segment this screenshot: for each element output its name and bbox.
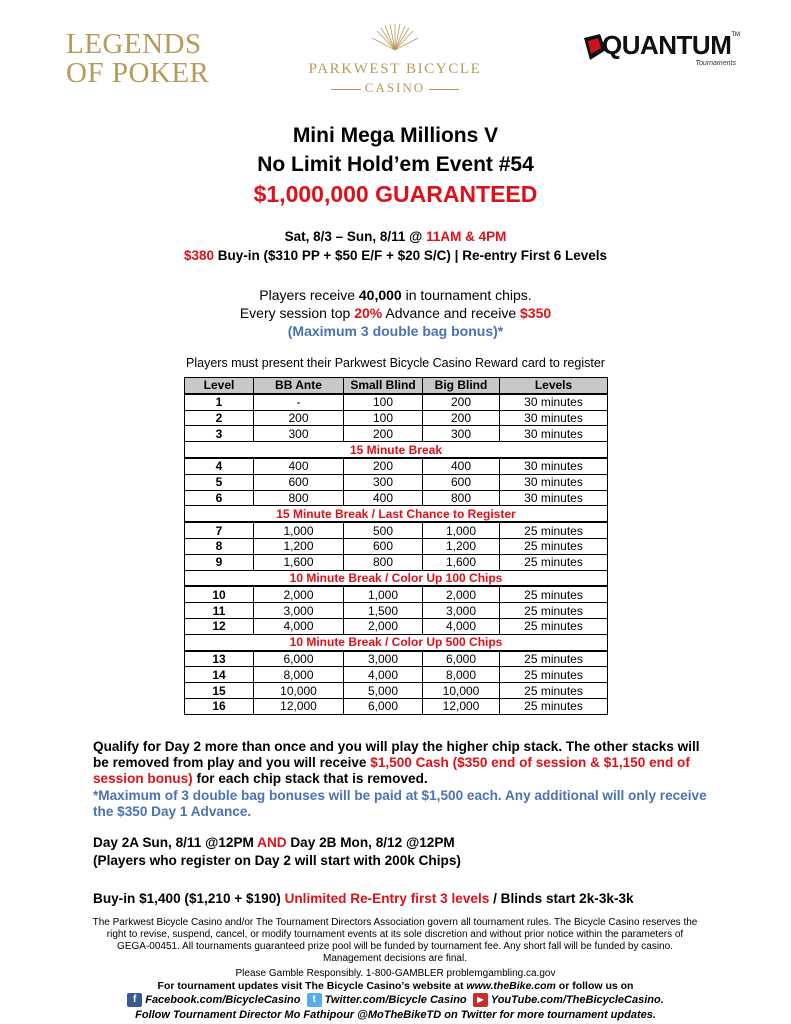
logo-center-line2: CASINO xyxy=(364,80,426,95)
ante-cell: 400 xyxy=(254,458,344,474)
level-row xyxy=(185,490,608,506)
big-blind-cell: 3,000 xyxy=(423,603,500,619)
quantum-tournaments-logo xyxy=(582,28,742,70)
big-blind-cell: 10,000 xyxy=(423,683,500,699)
duration-cell: 25 minutes xyxy=(500,538,608,554)
event-title: Mini Mega Millions V xyxy=(292,124,499,147)
sunburst-icon xyxy=(370,22,420,52)
level-cell: 11 xyxy=(185,603,254,619)
ante-cell: 600 xyxy=(254,474,344,490)
big-blind-cell: 400 xyxy=(423,458,500,474)
level-cell: 5 xyxy=(185,474,254,490)
chips-line: Players receive 40,000 in tournament chips. xyxy=(259,287,532,303)
legends-of-poker-logo xyxy=(66,30,221,88)
cash-bonus: $1,500 Cash ($350 end of session & $1,150 end of session bonus) xyxy=(93,755,690,786)
guarantee-heading: $1,000,000 GUARANTEED xyxy=(253,181,538,207)
big-blind-cell: 300 xyxy=(423,426,500,442)
big-blind-cell: 1,200 xyxy=(423,538,500,554)
duration-cell: 25 minutes xyxy=(500,651,608,667)
ante-cell: 300 xyxy=(254,426,344,442)
small-blind-cell: 100 xyxy=(344,394,423,410)
duration-cell: 25 minutes xyxy=(500,618,608,634)
big-blind-cell: 4,000 xyxy=(423,618,500,634)
level-cell: 16 xyxy=(185,698,254,714)
advance-percent: 20% xyxy=(354,305,383,321)
ante-cell: 1,000 xyxy=(254,522,344,538)
youtube-link[interactable]: YouTube.com/TheBicycleCasino. xyxy=(490,993,664,1006)
ante-cell: 6,000 xyxy=(254,651,344,667)
break-label: 15 Minute Break xyxy=(185,442,608,458)
level-row xyxy=(185,426,608,442)
updates-line: For tournament updates visit The Bicycle Casino’s website at www.theBike.com or follow us on xyxy=(157,980,634,992)
event-subtitle: No Limit Hold’em Event #54 xyxy=(257,153,534,176)
advance-amount: $350 xyxy=(520,305,552,321)
level-cell: 4 xyxy=(185,458,254,474)
schedule-line xyxy=(0,229,791,244)
big-blind-cell: 2,000 xyxy=(423,586,500,602)
level-row xyxy=(185,554,608,570)
level-row xyxy=(185,586,608,602)
ante-cell: 2,000 xyxy=(254,586,344,602)
break-label: 10 Minute Break / Color Up 100 Chips xyxy=(185,570,608,586)
column-header: Level xyxy=(185,378,254,394)
twitter-link[interactable]: Twitter.com/Bicycle Casino xyxy=(324,993,467,1006)
register-note: Players must present their Parkwest Bicycle Casino Reward card to register xyxy=(186,356,605,370)
day2-dates: Day 2A Sun, 8/11 @12PM AND Day 2B Mon, 8/12 @12PM xyxy=(93,835,455,850)
big-blind-cell: 200 xyxy=(423,394,500,410)
big-blind-cell: 200 xyxy=(423,410,500,426)
buyin-line xyxy=(0,248,791,263)
facebook-link[interactable]: Facebook.com/BicycleCasino xyxy=(145,993,301,1006)
follow-td-line: Follow Tournament Director Mo Fathipour @MoTheBikeTD on Twitter for more tournament updates. xyxy=(135,1009,656,1021)
duration-cell: 30 minutes xyxy=(500,490,608,506)
small-blind-cell: 300 xyxy=(344,474,423,490)
double-bag-note: (Maximum 3 double bag bonus)* xyxy=(287,323,504,339)
twitter-icon: t xyxy=(307,993,322,1007)
ante-cell: 10,000 xyxy=(254,683,344,699)
small-blind-cell: 400 xyxy=(344,490,423,506)
buyin-amount: $380 xyxy=(184,248,215,263)
break-label: 10 Minute Break / Color Up 500 Chips xyxy=(185,634,608,650)
big-blind-cell: 6,000 xyxy=(423,651,500,667)
big-blind-cell: 800 xyxy=(423,490,500,506)
level-row xyxy=(185,667,608,683)
big-blind-cell: 1,000 xyxy=(423,522,500,538)
duration-cell: 30 minutes xyxy=(500,410,608,426)
quantum-sub: Tournaments xyxy=(695,60,736,67)
day2-chips-note: (Players who register on Day 2 will start with 200k Chips) xyxy=(93,853,461,868)
level-row xyxy=(185,474,608,490)
duration-cell: 25 minutes xyxy=(500,586,608,602)
level-cell: 8 xyxy=(185,538,254,554)
duration-cell: 30 minutes xyxy=(500,426,608,442)
level-cell: 13 xyxy=(185,651,254,667)
schedule-times: 11AM & 4PM xyxy=(426,229,507,244)
level-cell: 2 xyxy=(185,410,254,426)
level-row xyxy=(185,603,608,619)
small-blind-cell: 6,000 xyxy=(344,698,423,714)
duration-cell: 30 minutes xyxy=(500,394,608,410)
small-blind-cell: 3,000 xyxy=(344,651,423,667)
column-header: Small Blind xyxy=(344,378,423,394)
big-blind-cell: 600 xyxy=(423,474,500,490)
column-header: Levels xyxy=(500,378,608,394)
level-row xyxy=(185,538,608,554)
level-cell: 6 xyxy=(185,490,254,506)
parkwest-casino-logo xyxy=(290,22,500,96)
disclaimer: The Parkwest Bicycle Casino and/or The Tournament Directors Association govern all tournament rules. The Bicycle Casino reserves the right to revise, suspend, cancel, or modify tournament events at its sole discretion and without prior notice within the parameters of GEGA-00451. All tournaments guaranteed prize pool will be funded by tournament fee. Any short fall will be funded by casino. Management decisions are final. xyxy=(92,917,698,964)
duration-cell: 25 minutes xyxy=(500,667,608,683)
duration-cell: 25 minutes xyxy=(500,698,608,714)
ante-cell: 3,000 xyxy=(254,603,344,619)
youtube-icon: ▶ xyxy=(473,993,488,1007)
level-row xyxy=(185,651,608,667)
level-cell: 14 xyxy=(185,667,254,683)
duration-cell: 30 minutes xyxy=(500,458,608,474)
level-row xyxy=(185,618,608,634)
ante-cell: 1,200 xyxy=(254,538,344,554)
level-row xyxy=(185,458,608,474)
small-blind-cell: 4,000 xyxy=(344,667,423,683)
ante-cell: 1,600 xyxy=(254,554,344,570)
small-blind-cell: 200 xyxy=(344,458,423,474)
break-row xyxy=(185,634,608,650)
ante-cell: 800 xyxy=(254,490,344,506)
level-row xyxy=(185,698,608,714)
small-blind-cell: 200 xyxy=(344,426,423,442)
level-cell: 1 xyxy=(185,394,254,410)
day2-buyin: Buy-in $1,400 ($1,210 + $190) Unlimited Re-Entry first 3 levels / Blinds start 2k-3k-3k xyxy=(93,891,634,906)
small-blind-cell: 5,000 xyxy=(344,683,423,699)
duration-cell: 25 minutes xyxy=(500,603,608,619)
level-row xyxy=(185,410,608,426)
level-row xyxy=(185,683,608,699)
ante-cell: 12,000 xyxy=(254,698,344,714)
small-blind-cell: 1,000 xyxy=(344,586,423,602)
level-cell: 7 xyxy=(185,522,254,538)
duration-cell: 25 minutes xyxy=(500,554,608,570)
ante-cell: 4,000 xyxy=(254,618,344,634)
duration-cell: 25 minutes xyxy=(500,683,608,699)
level-cell: 10 xyxy=(185,586,254,602)
break-row xyxy=(185,570,608,586)
small-blind-cell: 500 xyxy=(344,522,423,538)
break-row xyxy=(185,506,608,522)
level-row xyxy=(185,522,608,538)
ante-cell: 200 xyxy=(254,410,344,426)
big-blind-cell: 12,000 xyxy=(423,698,500,714)
small-blind-cell: 2,000 xyxy=(344,618,423,634)
level-cell: 15 xyxy=(185,683,254,699)
level-cell: 9 xyxy=(185,554,254,570)
column-header: BB Ante xyxy=(254,378,344,394)
starting-chips: 40,000 xyxy=(358,287,402,303)
ante-cell: - xyxy=(254,394,344,410)
facebook-icon: f xyxy=(127,993,142,1007)
logo-center-line1: PARKWEST BICYCLE xyxy=(308,61,482,77)
schedule-dates: Sat, 8/3 – Sun, 8/11 @ xyxy=(284,229,427,244)
level-cell: 12 xyxy=(185,618,254,634)
quantum-tm: TM xyxy=(731,32,740,38)
blind-structure-table xyxy=(184,377,608,715)
social-links xyxy=(0,993,791,1007)
small-blind-cell: 800 xyxy=(344,554,423,570)
big-blind-cell: 8,000 xyxy=(423,667,500,683)
small-blind-cell: 1,500 xyxy=(344,603,423,619)
logo-left-line2: OF POKER xyxy=(66,57,210,89)
qualify-paragraph: Qualify for Day 2 more than once and you will play the higher chip stack. The other stacks will be removed from play and you will receive $1,500 Cash ($350 end of session & $1,150 end of session bonus) for each chip stack that is removed. xyxy=(93,739,700,786)
small-blind-cell: 100 xyxy=(344,410,423,426)
max-bonus-note: *Maximum of 3 double bag bonuses will be paid at $1,500 each. Any additional will only receive the $350 Day 1 Advance. xyxy=(93,788,707,819)
big-blind-cell: 1,600 xyxy=(423,554,500,570)
quantum-name: QUANTUM xyxy=(602,30,732,60)
level-row xyxy=(185,394,608,410)
ante-cell: 8,000 xyxy=(254,667,344,683)
gamble-responsibly: Please Gamble Responsibly. 1-800-GAMBLER problemgambling.ca.gov xyxy=(235,968,556,979)
website-link[interactable]: www.theBike.com xyxy=(466,980,556,992)
column-header: Big Blind xyxy=(423,378,500,394)
duration-cell: 25 minutes xyxy=(500,522,608,538)
logo-left-line1: LEGENDS xyxy=(66,28,202,60)
buyin-details: Buy-in ($310 PP + $50 E/F + $20 S/C) | Re-entry First 6 Levels xyxy=(214,248,607,263)
level-cell: 3 xyxy=(185,426,254,442)
advance-line: Every session top 20% Advance and receive $350 xyxy=(239,305,552,321)
break-row xyxy=(185,442,608,458)
duration-cell: 30 minutes xyxy=(500,474,608,490)
break-label: 15 Minute Break / Last Chance to Register xyxy=(185,506,608,522)
small-blind-cell: 600 xyxy=(344,538,423,554)
